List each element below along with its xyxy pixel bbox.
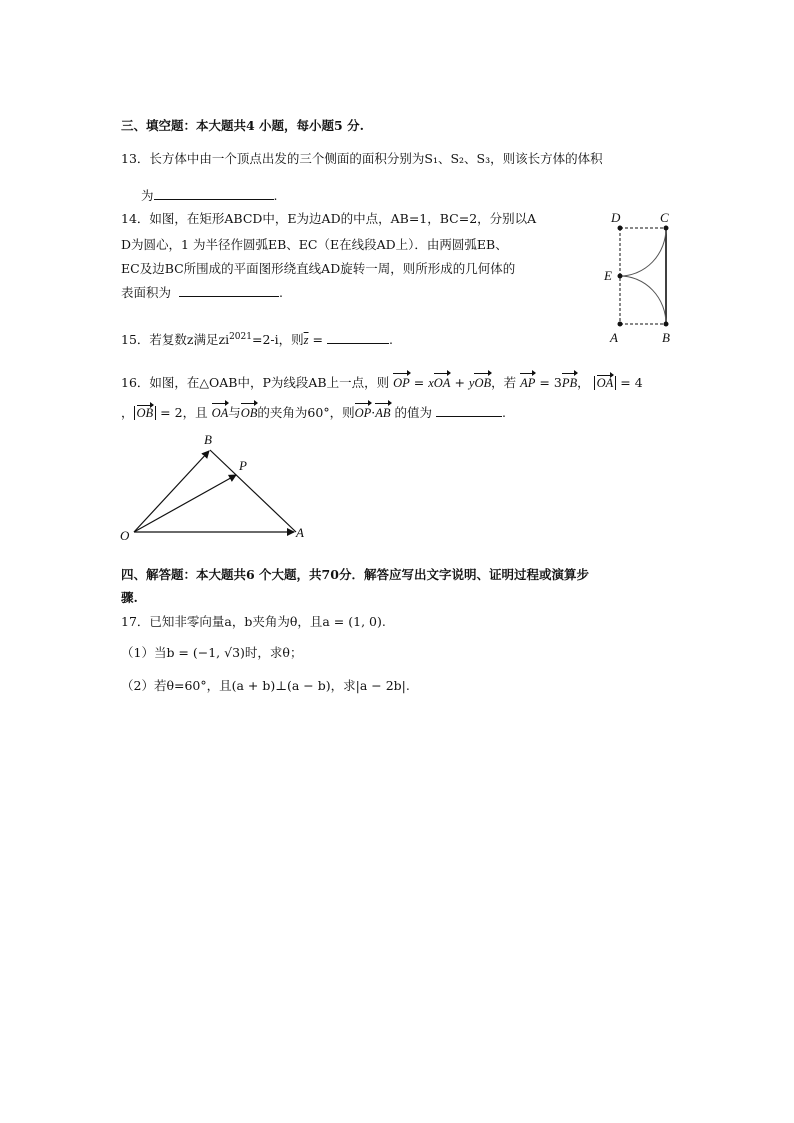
label-d: D (611, 210, 621, 225)
question-17-part2: （2）若θ=60°，且(a + b)⊥(a − b)，求|a − 2b|. (121, 678, 410, 693)
vector-op: OP (393, 376, 410, 390)
point-c (664, 226, 669, 231)
arrow-ob (134, 451, 209, 532)
abs-ob (134, 406, 157, 420)
vector-ob: OB (474, 376, 492, 390)
vector-oa-abs: OA (596, 376, 614, 390)
question-13-wei: 为 (141, 188, 154, 203)
vector-ob-abs: OB (136, 406, 154, 420)
vector-oa: OA (433, 376, 451, 390)
segment-ab (210, 450, 296, 532)
label-a: A (610, 330, 618, 345)
equals-3: = 3 (539, 375, 562, 390)
question-14-line3: EC及边BC所围成的平面图形绕直线AD旋转一周，则所形成的几何体的 (121, 261, 516, 276)
question-16-end: . (502, 405, 506, 420)
question-15-b: =2-i，则 (251, 332, 304, 348)
yu-text: 与 (228, 405, 241, 420)
vector-ob-2: OB (240, 406, 258, 420)
point-a (618, 322, 623, 327)
question-15-exponent: 2021 (229, 332, 252, 342)
question-13-line1: 13．长方体中由一个顶点出发的三个侧面的面积分别为S₁、S₂、S₃，则该长方体的体积 (121, 151, 603, 166)
section-3-title: 三、填空题：本大题共4 小题，每小题5 分. (121, 118, 364, 133)
coef-x: x (428, 376, 434, 390)
question-16-line1 (121, 374, 643, 392)
question-15-eq: = (312, 332, 323, 348)
arc-eb (620, 276, 666, 324)
question-15-end: . (388, 332, 393, 348)
answer-blank-15 (327, 331, 389, 344)
angle-text: 的夹角为60°，则 (257, 405, 355, 420)
question-14-line2 (121, 236, 508, 254)
ruo-text: ，若 (491, 375, 517, 390)
question-16-line2 (121, 404, 506, 422)
z-conjugate: $\overline{z}$ (303, 333, 309, 348)
label-a-16: A (296, 525, 304, 540)
question-14-line1: 14．如图，在矩形ABCD中，E为边AD的中点，AB=1，BC=2，分别以A (121, 211, 537, 226)
coef-y: y (468, 376, 475, 390)
value-text: 的值为 (394, 405, 433, 420)
arrow-op (134, 475, 236, 532)
vector-op-2: OP (354, 406, 372, 420)
question-14-line2-b: EC（E在线段AD上）．由两圆弧EB、 (298, 237, 508, 252)
question-17-stem: 17．已知非零向量a，b夹角为θ，且a = (1, 0). (121, 614, 386, 629)
figure-rectangle-abcd (600, 206, 680, 346)
answer-blank-16 (436, 404, 502, 417)
comma-1: ， (577, 375, 590, 390)
label-c: C (660, 210, 669, 225)
plus-sign: + (454, 375, 465, 390)
dot-product: · (371, 405, 376, 420)
label-b: B (662, 330, 670, 345)
line2-comma: ， (121, 405, 134, 420)
section-4-title-line1: 四、解答题：本大题共6 个大题，共70分．解答应写出文字说明、证明过程或演算步 (121, 567, 589, 582)
question-15-a: 15．若复数z满足zi (121, 332, 230, 348)
label-p: P (239, 458, 247, 473)
label-b-16: B (204, 432, 212, 447)
figure-triangle-oab (110, 428, 330, 548)
answer-blank-13 (154, 187, 274, 200)
point-e (618, 274, 623, 279)
arc-ec (620, 228, 666, 276)
point-b (664, 322, 669, 327)
vector-ap: AP (520, 376, 536, 390)
section-4-title-line2: 骤. (121, 590, 138, 605)
question-16-line1-a: 16．如图，在△OAB中，P为线段AB上一点，则 (121, 375, 390, 390)
answer-blank-14 (179, 284, 279, 297)
point-d (618, 226, 623, 231)
question-14-line4: 表面积为 . (121, 285, 283, 300)
label-o: O (120, 528, 130, 543)
equals-1: = (413, 375, 425, 390)
label-e: E (604, 268, 612, 283)
abs-oa (594, 376, 617, 390)
vector-oa-2: OA (211, 406, 229, 420)
abs-ob-value: = 2，且 (160, 405, 208, 420)
vector-ab: AB (375, 406, 391, 420)
vector-pb: PB (561, 376, 578, 390)
question-13-line2: 为 . (141, 188, 278, 203)
abs-oa-value: = 4 (620, 375, 643, 390)
question-14-line2-a: D为圆心，1 为半径作圆弧EB、 (121, 237, 299, 252)
question-17-part1: （1）当b = (−1, √3)时，求θ； (121, 645, 303, 660)
question-15 (121, 328, 393, 349)
question-14-surface: 表面积为 (121, 285, 172, 300)
